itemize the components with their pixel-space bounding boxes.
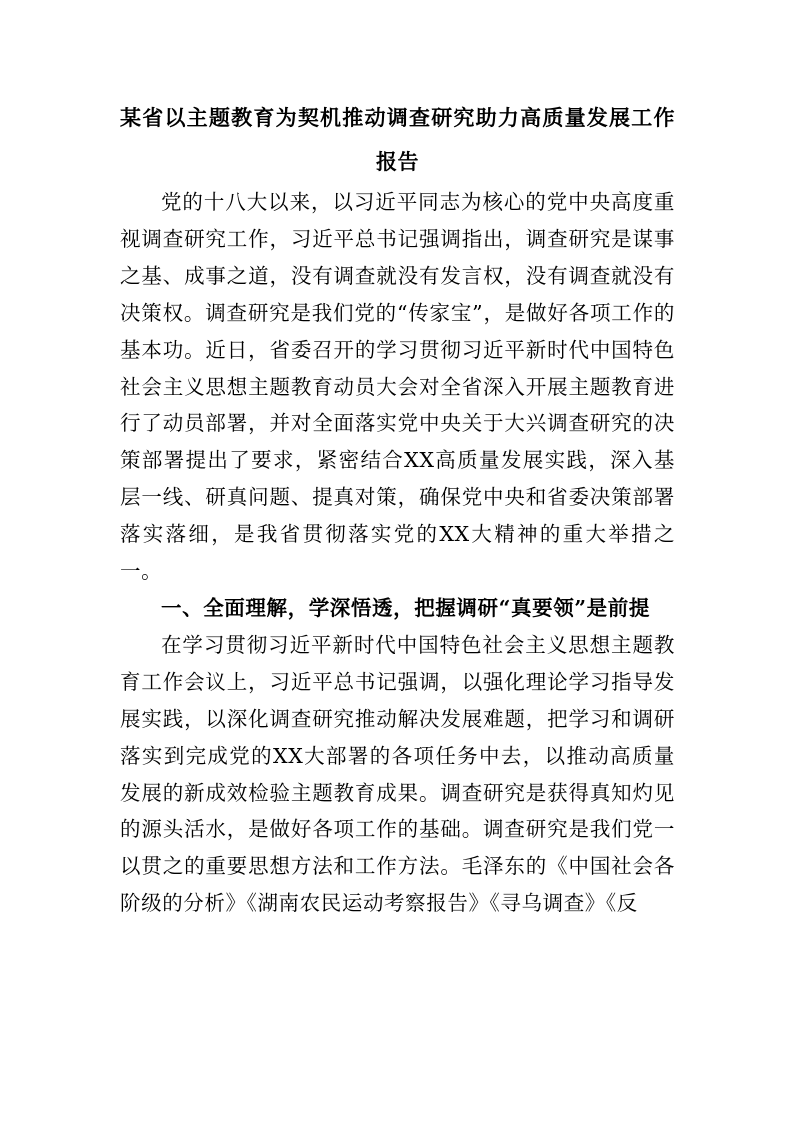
document-page <box>120 96 675 922</box>
section-heading: 一、全面理解，学深悟透，把握调研“真要领”是前提 <box>161 595 650 620</box>
document-title: 某省以主题教育为契机推动调查研究助力高质量发展工作报告 <box>120 105 675 174</box>
intro-paragraph: 党的十八大以来，以习近平同志为核心的党中央高度重视调查研究工作，习近平总书记强调指出，调查研究是谋事之基、成事之道，没有调查就没有发言权，没有调查就没有决策权。调查研究是我们党的“传家宝”，是做好各项工作的基本功。近日，省委召开的学习贯彻习近平新时代中国特色社会主义思想主题教育动员大会对全省深入开展主题教育进行了动员部署，并对全面落实党中央关于大兴调查研究的决策部署提出了要求，紧密结合XX高质量发展实践，深入基层一线、研真问题、提真对策，确保党中央和省委决策部署落实落细，是我省贯彻落实党的XX大精神的重大举措之一。 <box>120 190 675 584</box>
section-paragraph: 在学习贯彻习近平新时代中国特色社会主义思想主题教育工作会议上，习近平总书记强调，以强化理论学习指导发展实践，以深化调查研究推动解决发展难题，把学习和调研落实到完成党的XX大部署的各项任务中去，以推动高质量发展的新成效检验主题教育成果。调查研究是获得真知灼见的源头活水，是做好各项工作的基础。调查研究是我们党一以贯之的重要思想方法和工作方法。毛泽东的《中国社会各阶级的分析》《湖南农民运动考察报告》《寻乌调查》《反 <box>120 632 675 916</box>
